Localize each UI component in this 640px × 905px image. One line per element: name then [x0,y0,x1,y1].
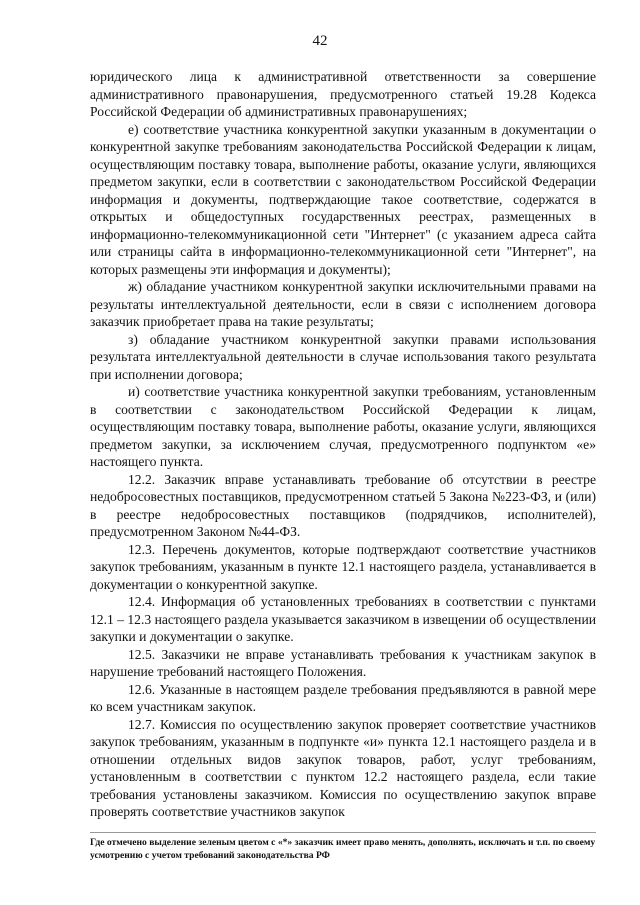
paragraph-item-zh: ж) обладание участником конкурентной закупки исключительными правами на результаты интеллектуальной деятельности, если в связи с исполнением договора заказчик приобретает права на такие результаты; [90,279,596,329]
paragraph-item-i: и) соответствие участника конкурентной закупки требованиям, установленным в соответствии с законодательством Российской Федерации к лицам, осуществляющим поставку товара, выполнение работы, оказание услуги, являющихся предметом закупки, за исключением случая, предусмотренного подпунктом «е» настоящего пункта. [90,384,596,469]
document-body [90,68,596,821]
paragraph-12-3: 12.3. Перечень документов, которые подтверждают соответствие участников закупок требованиям, указанным в пункте 12.1 настоящего раздела, устанавливается в документации о конкурентной закупке. [90,541,596,592]
paragraph-12-2: 12.2. Заказчик вправе устанавливать требование об отсутствии в реестре недобросовестных поставщиков, предусмотренном статьей 5 Закона №223-ФЗ, и (или) в реестре недобросовестных поставщиков (подрядчиков, исполнителей), предусмотренном Законом №44-ФЗ. [90,471,596,539]
paragraph-item-z: з) обладание участником конкурентной закупки правами использования результата интеллектуальной деятельности в случае использования такого результата при исполнении договора; [90,331,596,382]
paragraph-continuation: юридического лица к административной ответственности за совершение административного правонарушения, предусмотренного статьей 19.28 Кодекса Российской Федерации об административных правонарушениях; [90,69,596,119]
paragraph-12-4: 12.4. Информация об установленных требованиях в соответствии с пунктами 12.1 – 12.3 настоящего раздела указывается заказчиком в извещении об осуществлении закупки и документации о закупке. [90,594,596,644]
paragraph-12-6: 12.6. Указанные в настоящем разделе требования предъявляются в равной мере ко всем участникам закупок. [90,681,596,714]
paragraph-12-5: 12.5. Заказчики не вправе устанавливать требования к участникам закупок в нарушение требований настоящего Положения. [90,646,596,679]
footnote: Где отмечено выделение зеленым цветом с «*» заказчик имеет право менять, дополнять, исключать и т.п. по своему усмотрению с учетом требований законодательства РФ [90,837,596,861]
page-number: 42 [312,33,328,49]
paragraph-item-e: е) соответствие участника конкурентной закупки указанным в документации о конкурентной закупке требованиям законодательства Российской Федерации к лицам, осуществляющим поставку товара, выполнение работы, оказание услуги, являющихся предметом закупки, если в соответствии с законодательством Российской Федерации информация и документы, подтверждающие такое соответствие, содержатся в открытых и общедоступных государственных реестрах, размещенных в информационно-телекоммуникационной сети "Интернет" (с указанием адреса сайта или страницы сайта в информационно-телекоммуникационной сети "Интернет", на которых размещены эти информация и документы); [90,121,596,277]
paragraph-12-7: 12.7. Комиссия по осуществлению закупок проверяет соответствие участников закупок требованиям, указанным в подпункте «и» пункта 12.1 настоящего раздела и в отношении отдельных видов закупок товаров, работ, услуг требованиям, установленным в соответствии с пунктом 12.2 настоящего раздела, если такие требования установлены заказчиком. Комиссия по осуществлению закупок вправе проверять соответствие участников закупок [90,716,596,819]
footnote-divider [90,832,596,833]
